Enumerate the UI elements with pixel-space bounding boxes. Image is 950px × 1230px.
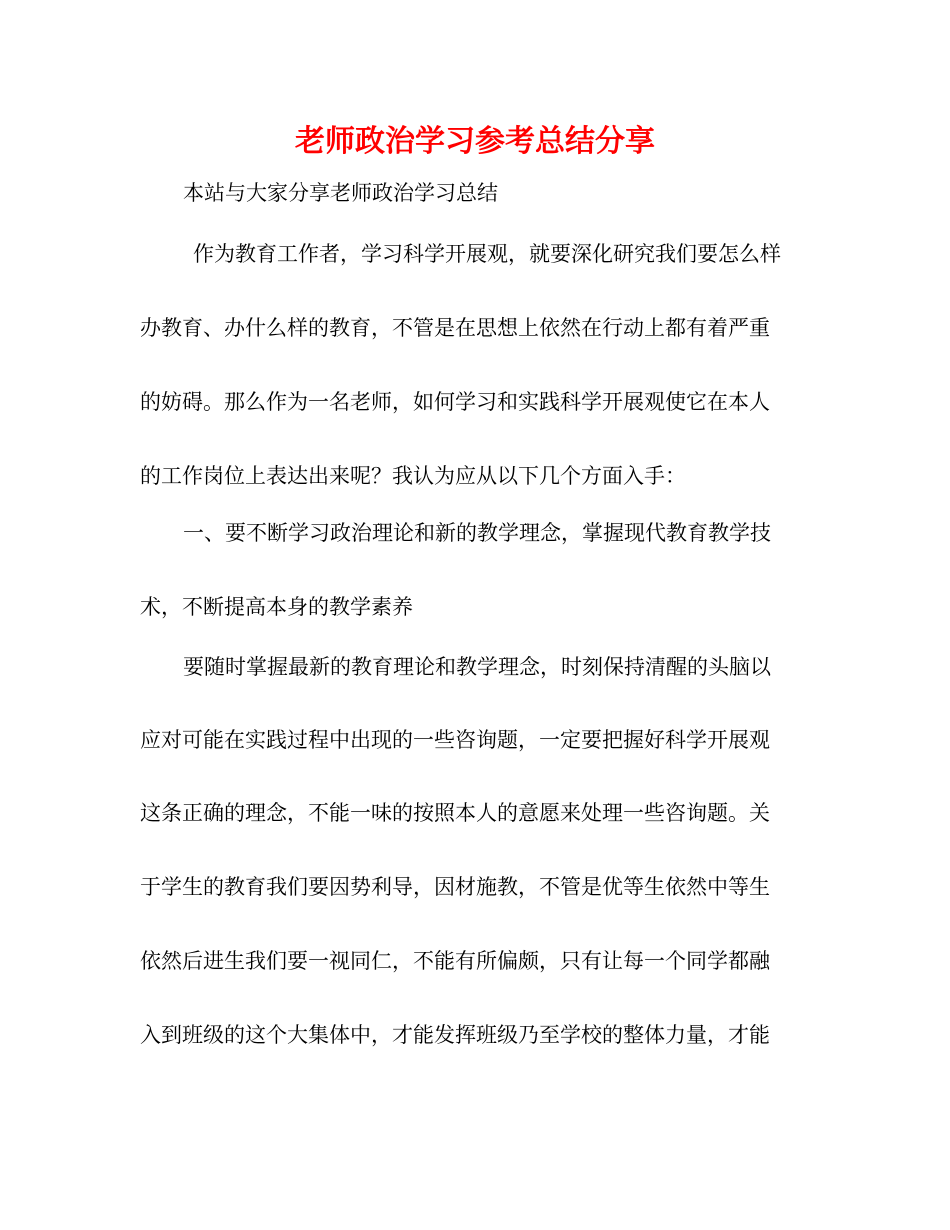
document-title: 老师政治学习参考总结分享 xyxy=(295,124,655,159)
section-heading-line: 术，不断提高本身的教学素养 xyxy=(140,595,413,619)
paragraph-line: 要随时掌握最新的教育理论和教学理念，时刻保持清醒的头脑以 xyxy=(183,655,771,679)
paragraph-line: 的工作岗位上表达出来呢？我认为应从以下几个方面入手： xyxy=(140,464,686,488)
paragraph-line: 办教育、办什么样的教育，不管是在思想上依然在行动上都有着严重 xyxy=(140,316,770,340)
intro-line: 本站与大家分享老师政治学习总结 xyxy=(183,181,498,205)
paragraph-line: 于学生的教育我们要因势利导，因材施教，不管是优等生依然中等生 xyxy=(140,875,770,899)
paragraph-line: 的妨碍。那么作为一名老师，如何学习和实践科学开展观使它在本人 xyxy=(140,390,770,414)
paragraph-line: 依然后进生我们要一视同仁，不能有所偏颇，只有让每一个同学都融 xyxy=(140,949,770,973)
paragraph-line: 入到班级的这个大集体中，才能发挥班级乃至学校的整体力量，才能 xyxy=(140,1023,770,1047)
paragraph-line: 这条正确的理念，不能一味的按照本人的意愿来处理一些咨询题。关 xyxy=(140,801,770,825)
section-heading-line: 一、要不断学习政治理论和新的教学理念，掌握现代教育教学技 xyxy=(183,521,771,545)
paragraph-line: 应对可能在实践过程中出现的一些咨询题，一定要把握好科学开展观 xyxy=(140,728,770,752)
paragraph-line: 作为教育工作者，学习科学开展观，就要深化研究我们要怎么样 xyxy=(193,242,781,266)
